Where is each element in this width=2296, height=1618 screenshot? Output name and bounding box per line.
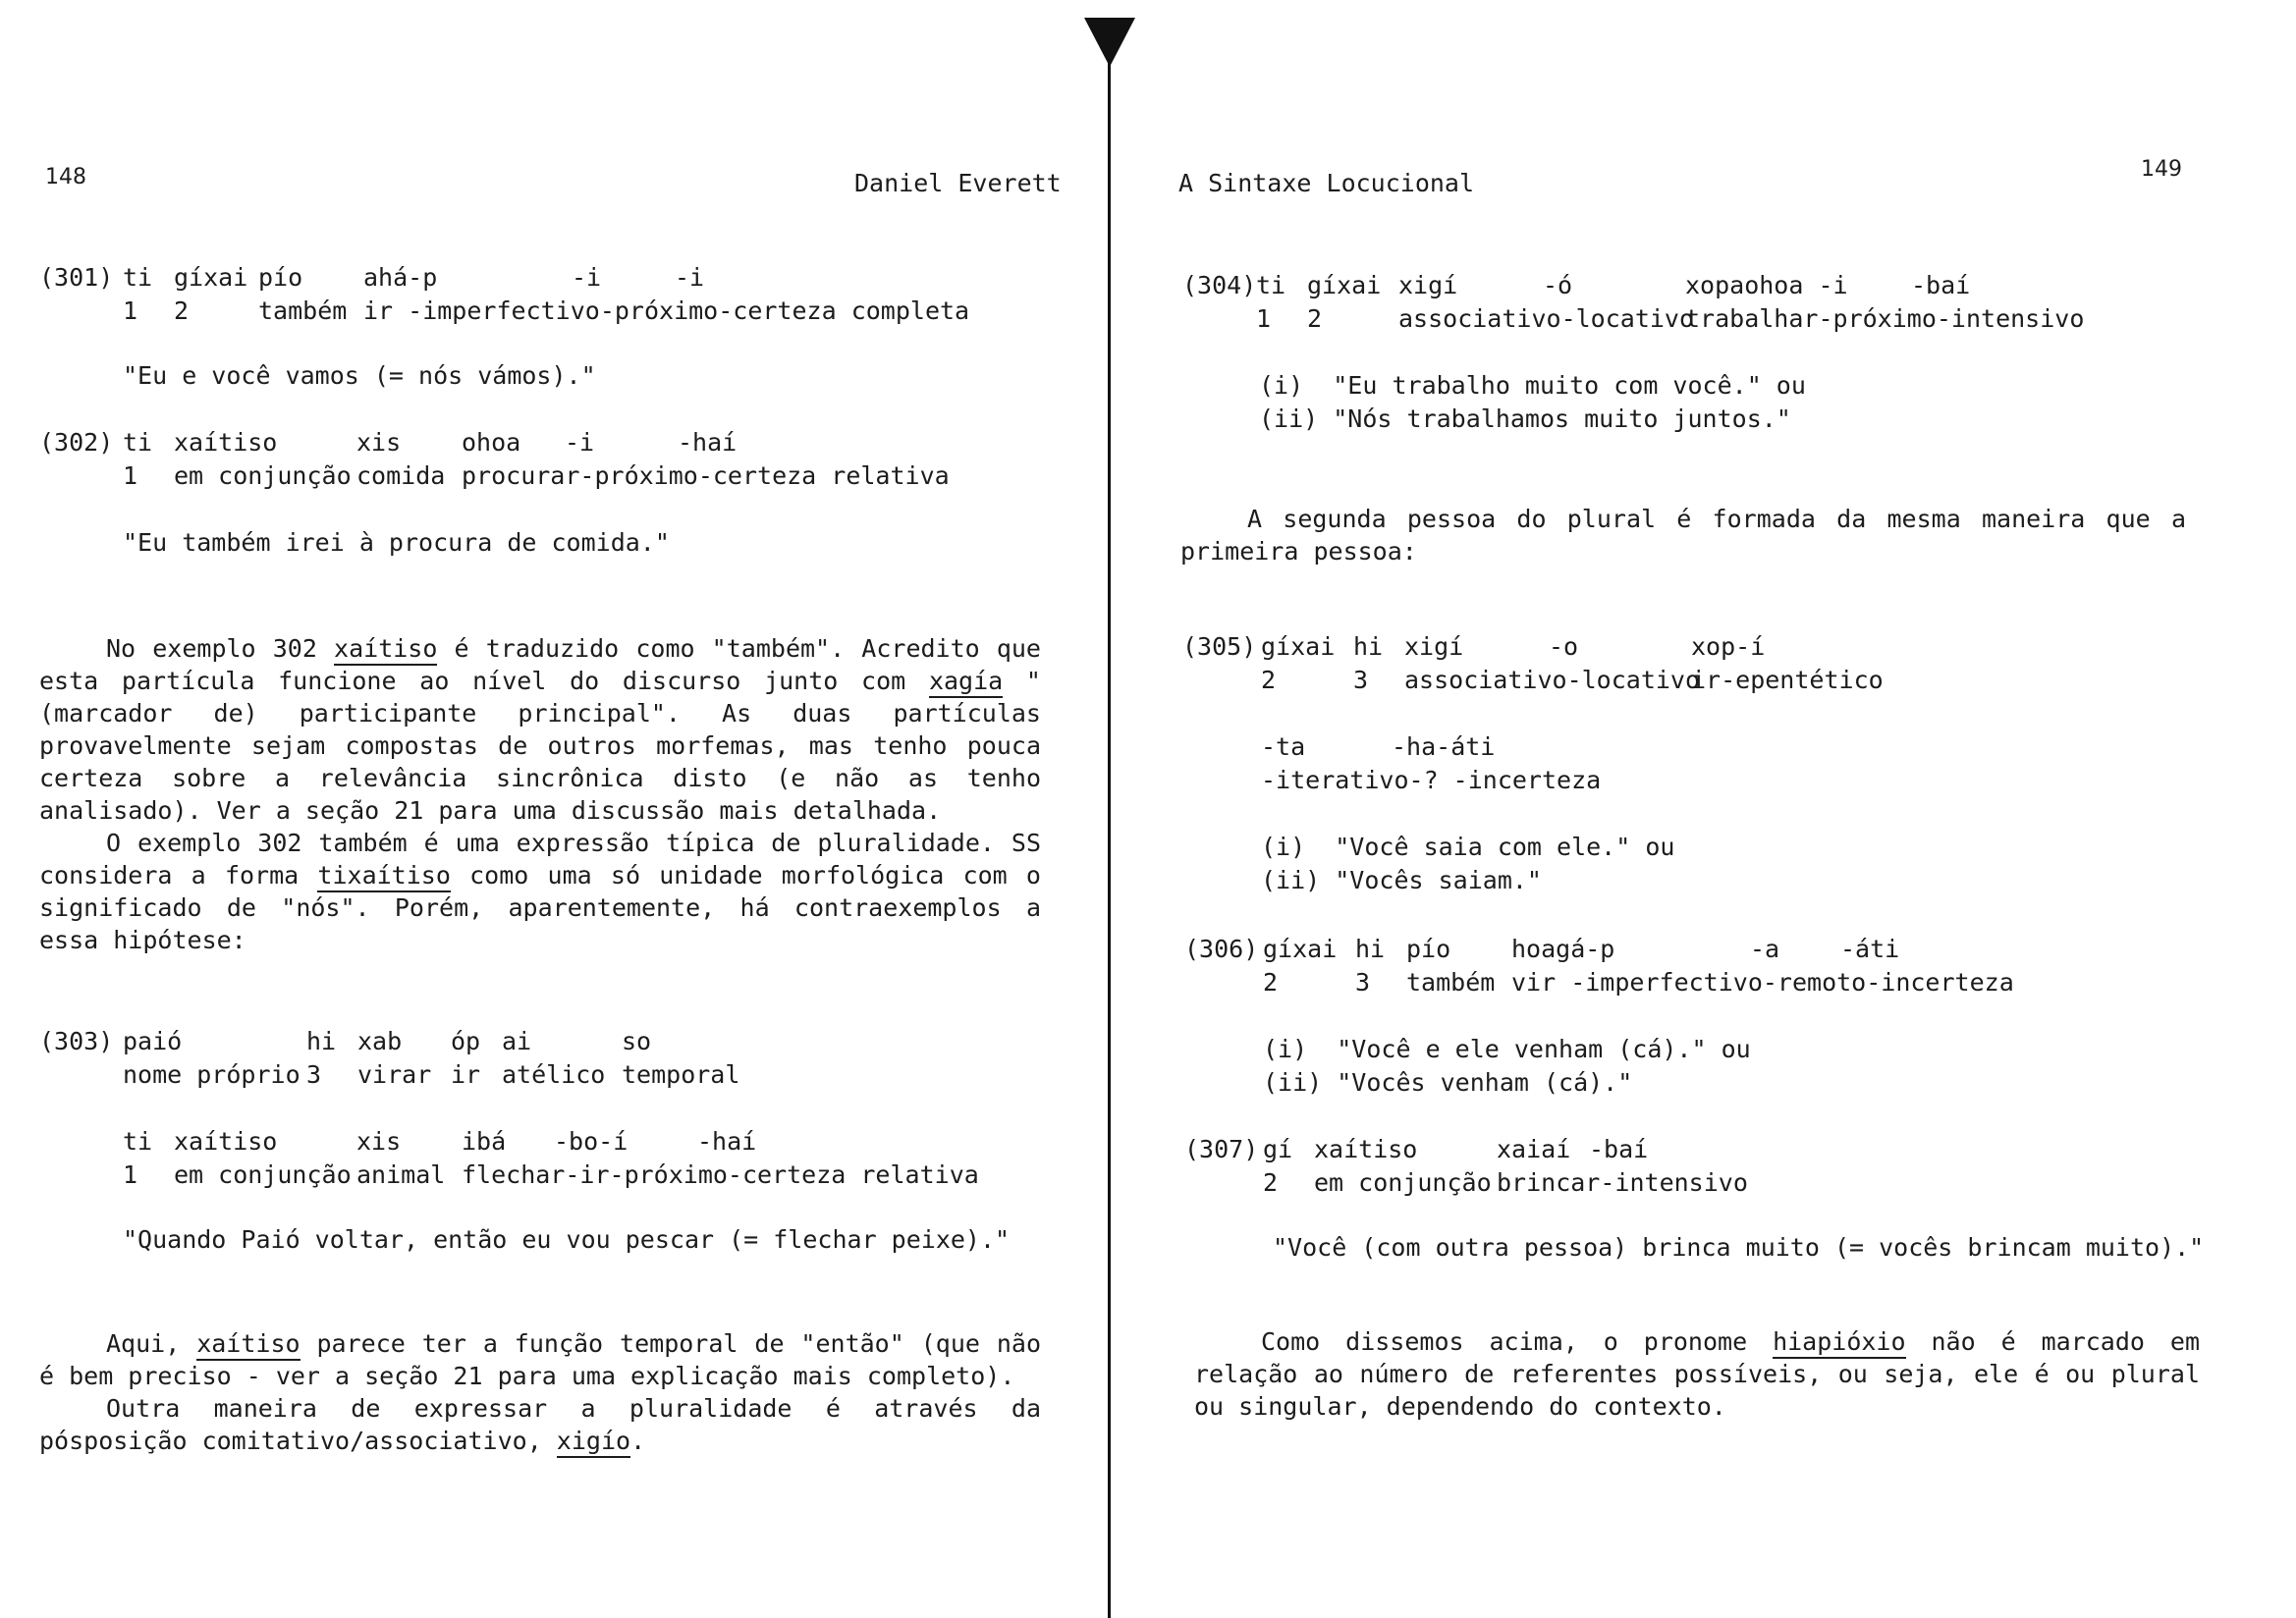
example-303-translation: "Quando Paió voltar, então eu vou pescar (= flechar peixe)." (123, 1225, 1011, 1254)
gloss-word: -o (1549, 632, 1579, 661)
gloss-word: ir-epentético (1691, 666, 1884, 694)
gloss-word: nome próprio (123, 1060, 301, 1089)
gloss-word: vir -imperfectivo-remoto-incerteza (1511, 968, 2014, 997)
example-number: (302) (39, 428, 114, 457)
example-305-translation-ii: (ii) "Vocês saiam." (1261, 866, 1542, 894)
gloss-word: -i (565, 428, 595, 457)
example-304-translation-i: (i) "Eu trabalho muito com você." ou (1259, 371, 1806, 400)
gloss-word: 3 (1355, 968, 1371, 997)
gloss-word: ti (123, 428, 153, 457)
gloss-word: ti (123, 263, 153, 292)
example-number: (303) (39, 1027, 114, 1055)
example-305-line2 (1261, 668, 1884, 692)
gloss-word: -haí (678, 428, 738, 457)
gloss-word: ibá (462, 1127, 507, 1156)
gloss-word: xigí (1398, 271, 1458, 299)
underlined-term: xigío (557, 1427, 630, 1458)
gloss-word: xop-í (1691, 632, 1766, 661)
gloss-word: xaítiso (174, 428, 278, 457)
gloss-word: 3 (306, 1060, 322, 1089)
text: Outra maneira de expressar a pluralidade é através da pósposição comitativo/associativo, (39, 1394, 1041, 1455)
gloss-word: 2 (1261, 666, 1277, 694)
example-303-line3 (123, 1129, 756, 1154)
example-301-line2 (123, 298, 969, 323)
example-303-line1 (39, 1029, 651, 1053)
paragraph (1194, 1325, 2200, 1423)
gloss-word: 1 (123, 461, 138, 490)
example-number: (301) (39, 263, 114, 292)
gloss-word: óp (451, 1027, 481, 1055)
gloss-word: trabalhar-próximo-intensivo (1685, 304, 2085, 333)
gloss-word: xigí (1404, 632, 1464, 661)
gloss-word: gíxai (174, 263, 248, 292)
gloss-word: 1 (123, 1160, 138, 1189)
running-head: Daniel Everett (854, 169, 1062, 197)
gloss-word: também (258, 297, 348, 325)
text: como uma só unidade morfológica com o significado de "nós". Porém, aparentemente, há contraexemplos a essa hipótese: (39, 861, 1041, 954)
gloss-word: -baí (1911, 271, 1971, 299)
gloss-word: -i (572, 263, 602, 292)
example-302-line2 (123, 463, 950, 488)
gloss-word: -i (675, 263, 705, 292)
text: Aqui, (106, 1329, 197, 1358)
gloss-word: ai (502, 1027, 532, 1055)
gloss-word: ir (451, 1060, 481, 1089)
text: não é marcado em relação ao número de referentes possíveis, ou seja, ele é ou plural ou singular, dependendo do contexto. (1194, 1327, 2201, 1421)
example-305-line1 (1182, 634, 1765, 659)
example-304-line2 (1256, 306, 2084, 331)
gloss-word: em conjunção (174, 1160, 352, 1189)
text: parece ter a função temporal de "então" (que não é bem preciso - ver a seção 21 para uma explicação mais completo). (39, 1329, 1042, 1390)
gloss-word: -ha-áti (1392, 732, 1496, 761)
gloss-word: em conjunção (1314, 1168, 1492, 1197)
example-305-line3 (1261, 734, 1495, 759)
gloss-word: pío (1406, 935, 1451, 963)
page-number: 149 (2141, 157, 2182, 182)
gloss-word: associativo-locativo (1404, 666, 1701, 694)
example-302-line1 (39, 430, 737, 455)
example-306-line2 (1263, 970, 2014, 995)
gloss-word: -áti (1840, 935, 1900, 963)
example-304-translation-ii: (ii) "Nós trabalhamos muito juntos." (1259, 404, 1791, 433)
gloss-word: ti (1256, 271, 1286, 299)
text: "(marcador de) participante principal". As duas partículas provavelmente sejam compostas de outros morfemas, mas tenho pouca certeza sobre a relevância sincrônica disto (e não as tenho analisado). Ver a seção 21 para uma discussão mais detalhada. (39, 667, 1041, 825)
text: . (630, 1427, 646, 1455)
gloss-word: paió (123, 1027, 183, 1055)
gloss-word: ir -imperfectivo-próximo-certeza completa (363, 297, 970, 325)
underlined-term: tixaítiso (317, 861, 450, 892)
example-number: (306) (1184, 935, 1259, 963)
gloss-word: pío (258, 263, 303, 292)
example-303-line2 (123, 1062, 739, 1087)
page-number: 148 (45, 165, 86, 189)
gloss-word: ti (123, 1127, 153, 1156)
running-head: A Sintaxe Locucional (1178, 169, 1475, 197)
example-304-line1 (1182, 273, 1970, 297)
paragraph (39, 632, 1041, 827)
gloss-word: temporal (622, 1060, 740, 1089)
gloss-word: -bo-í (554, 1127, 629, 1156)
gloss-word: -ta (1261, 732, 1306, 761)
example-number: (304) (1182, 271, 1257, 299)
example-306-translation-ii: (ii) "Vocês venham (cá)." (1263, 1068, 1633, 1097)
gloss-word: 1 (1256, 304, 1272, 333)
text: No exemplo 302 (106, 634, 335, 663)
paragraph (39, 1392, 1041, 1457)
gloss-word: xaítiso (1314, 1135, 1418, 1163)
text: é traduzido como "também". Acredito que esta partícula funcione ao nível do discurso junto com (39, 634, 1041, 695)
gloss-word: gí (1263, 1135, 1293, 1163)
gloss-word: 1 (123, 297, 138, 325)
example-306-line1 (1184, 937, 1899, 961)
text: Como dissemos acima, o pronome (1261, 1327, 1774, 1356)
gloss-word: hi (1353, 632, 1384, 661)
gloss-word: so (622, 1027, 652, 1055)
gloss-word: 2 (174, 297, 190, 325)
gloss-word: comida (356, 461, 446, 490)
gloss-word: gíxai (1261, 632, 1336, 661)
gloss-word: flechar-ir-próximo-certeza relativa (462, 1160, 979, 1189)
gloss-word: gíxai (1307, 271, 1382, 299)
gloss-word: xab (357, 1027, 403, 1055)
gloss-word: ahá-p (363, 263, 438, 292)
example-number: (305) (1182, 632, 1257, 661)
example-301-line1 (39, 265, 704, 290)
underlined-term: xaítiso (334, 634, 437, 666)
gloss-word: hi (306, 1027, 337, 1055)
gloss-word: também (1406, 968, 1496, 997)
paragraph (39, 827, 1041, 956)
gloss-word: animal (356, 1160, 446, 1189)
gloss-word: xis (356, 428, 402, 457)
gloss-word: hi (1355, 935, 1386, 963)
gloss-word: em conjunção (174, 461, 352, 490)
paragraph (1180, 503, 2186, 567)
gloss-word: hoagá-p (1511, 935, 1615, 963)
gloss-word: 2 (1263, 1168, 1279, 1197)
gloss-word: xaítiso (174, 1127, 278, 1156)
example-number: (307) (1184, 1135, 1259, 1163)
gloss-word: procurar-próximo-certeza relativa (462, 461, 950, 490)
gloss-word: virar (357, 1060, 432, 1089)
example-307-line2 (1263, 1170, 1748, 1195)
underlined-term: xaítiso (196, 1329, 300, 1361)
gloss-word: xaiaí (1497, 1135, 1571, 1163)
gloss-word: ohoa (462, 428, 521, 457)
example-305-line4: -iterativo-? -incerteza (1261, 766, 1602, 794)
example-301-translation: "Eu e você vamos (= nós vámos)." (123, 361, 596, 390)
example-303-line4 (123, 1162, 979, 1187)
example-302-translation: "Eu também irei à procura de comida." (123, 528, 670, 557)
underlined-term: hiapióxio (1773, 1327, 1905, 1359)
example-305-translation-i: (i) "Você saia com ele." ou (1261, 833, 1675, 861)
text: O exemplo 302 também é uma expressão típica de pluralidade. SS considera a forma (39, 829, 1041, 890)
example-307-line1 (1184, 1137, 1648, 1161)
gloss-word: -a (1750, 935, 1780, 963)
gloss-word: 2 (1263, 968, 1279, 997)
paragraph (39, 1327, 1041, 1392)
gloss-word: 3 (1353, 666, 1369, 694)
gloss-word: gíxai (1263, 935, 1338, 963)
gloss-word: -baí (1589, 1135, 1649, 1163)
gloss-word: 2 (1307, 304, 1323, 333)
gloss-word: -haí (697, 1127, 757, 1156)
gloss-word: brincar-intensivo (1497, 1168, 1748, 1197)
underlined-term: xagía (929, 667, 1003, 698)
example-307-translation: "Você (com outra pessoa) brinca muito (= vocês brincam muito)." (1273, 1233, 2205, 1262)
gloss-word: atélico (502, 1060, 606, 1089)
gloss-word: associativo-locativo (1398, 304, 1695, 333)
text: A segunda pessoa do plural é formada da mesma maneira que a primeira pessoa: (1180, 505, 2186, 566)
example-306-translation-i: (i) "Você e ele venham (cá)." ou (1263, 1035, 1751, 1063)
gloss-word: -ó (1543, 271, 1573, 299)
gloss-word: xis (356, 1127, 402, 1156)
gloss-word: xopaohoa -i (1685, 271, 1848, 299)
book-spine (1108, 18, 1111, 1618)
